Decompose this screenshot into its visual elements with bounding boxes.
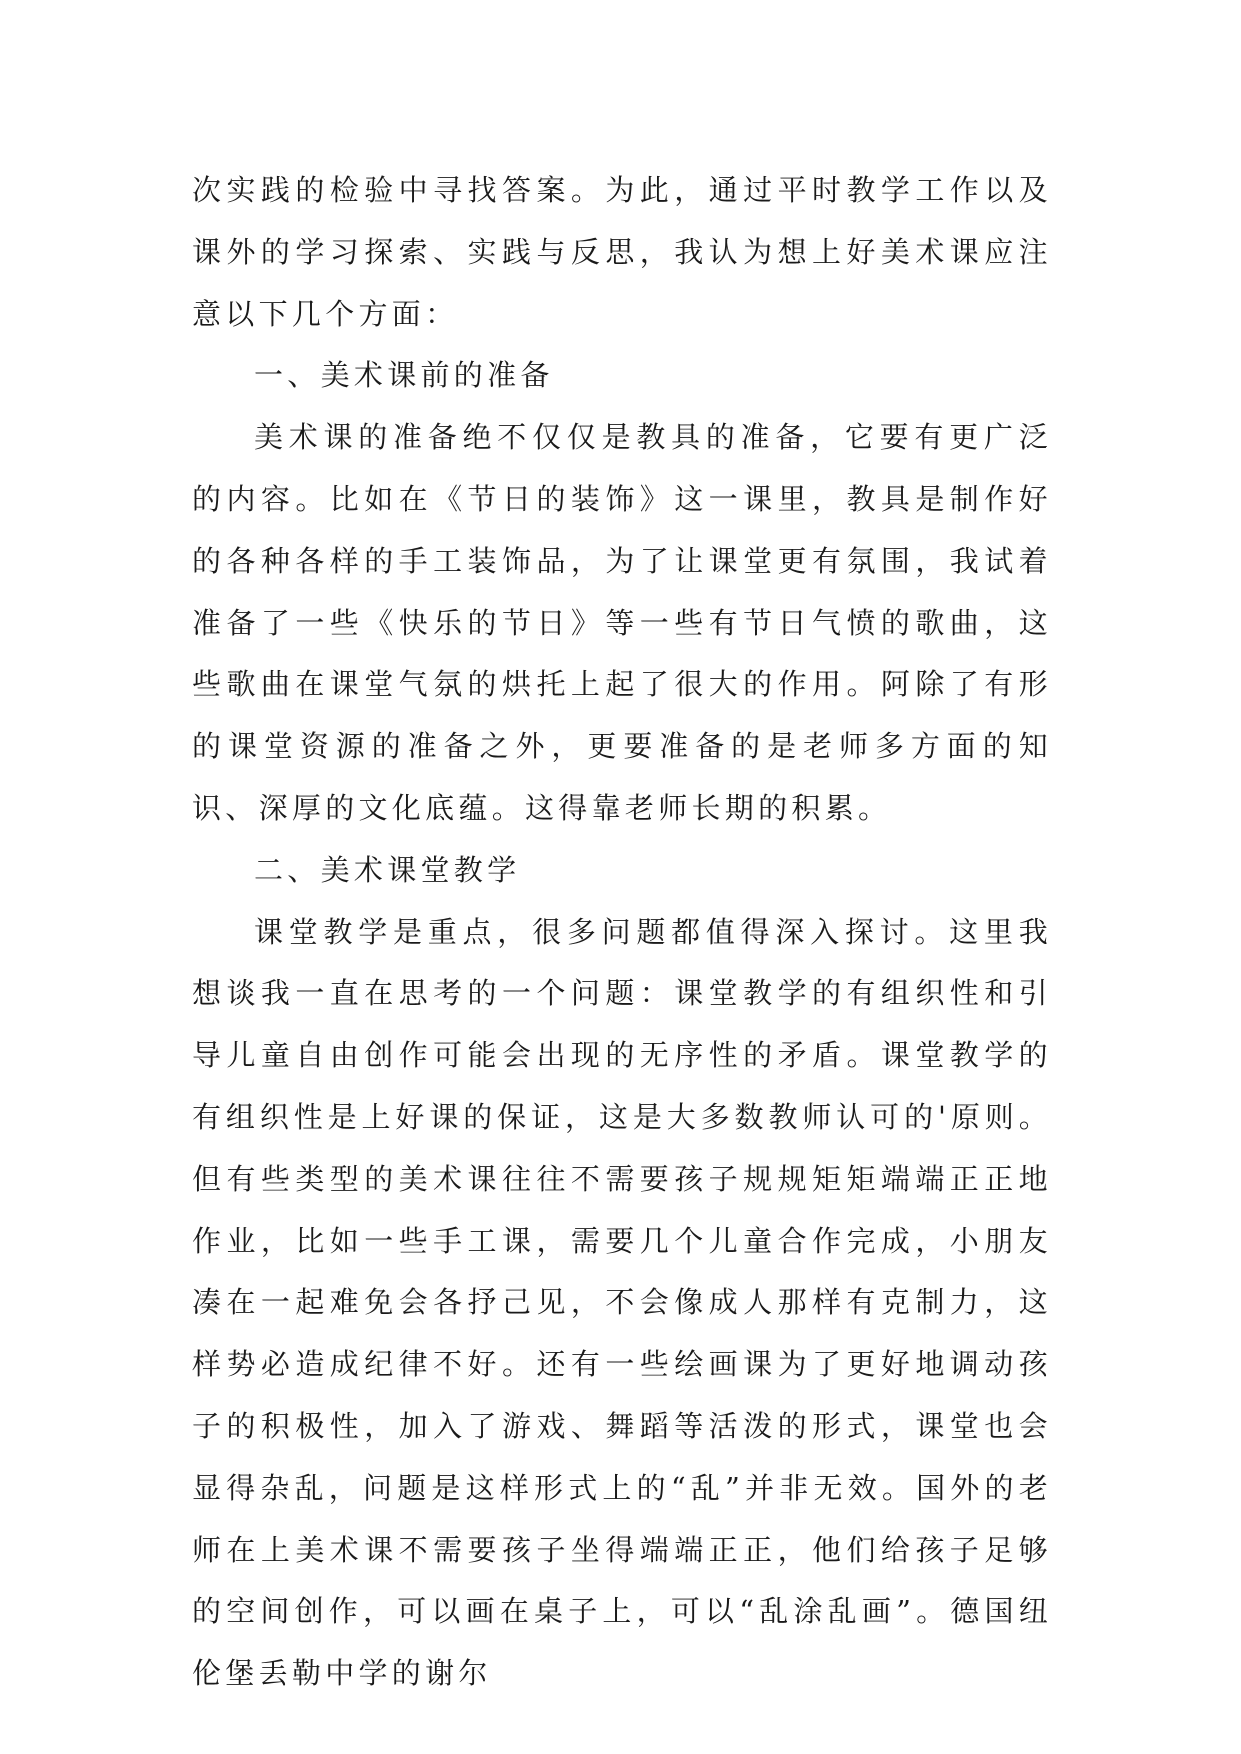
section-heading-2: 二、美术课堂教学 [254, 852, 521, 887]
section-heading-1: 一、美术课前的准备 [254, 358, 554, 393]
continuation-paragraph: 次实践的检验中寻找答案。为此，通过平时教学工作以及课外的学习探索、实践与反思，我认为想上好美术课应注意以下几个方面： [192, 173, 1052, 331]
document-body [192, 160, 1052, 1705]
paragraph-classroom-teaching: 课堂教学是重点，很多问题都值得深入探讨。这里我想谈我一直在思考的一个问题：课堂教学的有组织性和引导儿童自由创作可能会出现的无序性的矛盾。课堂教学的有组织性是上好课的保证，这是大多数教师认可的'原则。但有些类型的美术课往往不需要孩子规规矩矩端端正正地作业，比如一些手工课，需要几个儿童合作完成，小朋友凑在一起难免会各抒己见，不会像成人那样有克制力，这样势必造成纪律不好。还有一些绘画课为了更好地调动孩子的积极性，加入了游戏、舞蹈等活泼的形式，课堂也会显得杂乱，问题是这样形式上的“乱”并非无效。国外的老师在上美术课不需要孩子坐得端端正正，他们给孩子足够的空间创作，可以画在桌子上，可以“乱涂乱画”。德国纽伦堡丢勒中学的谢尔 [192, 914, 1052, 1691]
paragraph-preparation: 美术课的准备绝不仅仅是教具的准备，它要有更广泛的内容。比如在《节日的装饰》这一课里，教具是制作好的各种各样的手工装饰品，为了让课堂更有氛围，我试着准备了一些《快乐的节日》等一些有节日气愤的歌曲，这些歌曲在课堂气氛的烘托上起了很大的作用。阿除了有形的课堂资源的准备之外，更要准备的是老师多方面的知识、深厚的文化底蕴。这得靠老师长期的积累。 [192, 420, 1052, 825]
